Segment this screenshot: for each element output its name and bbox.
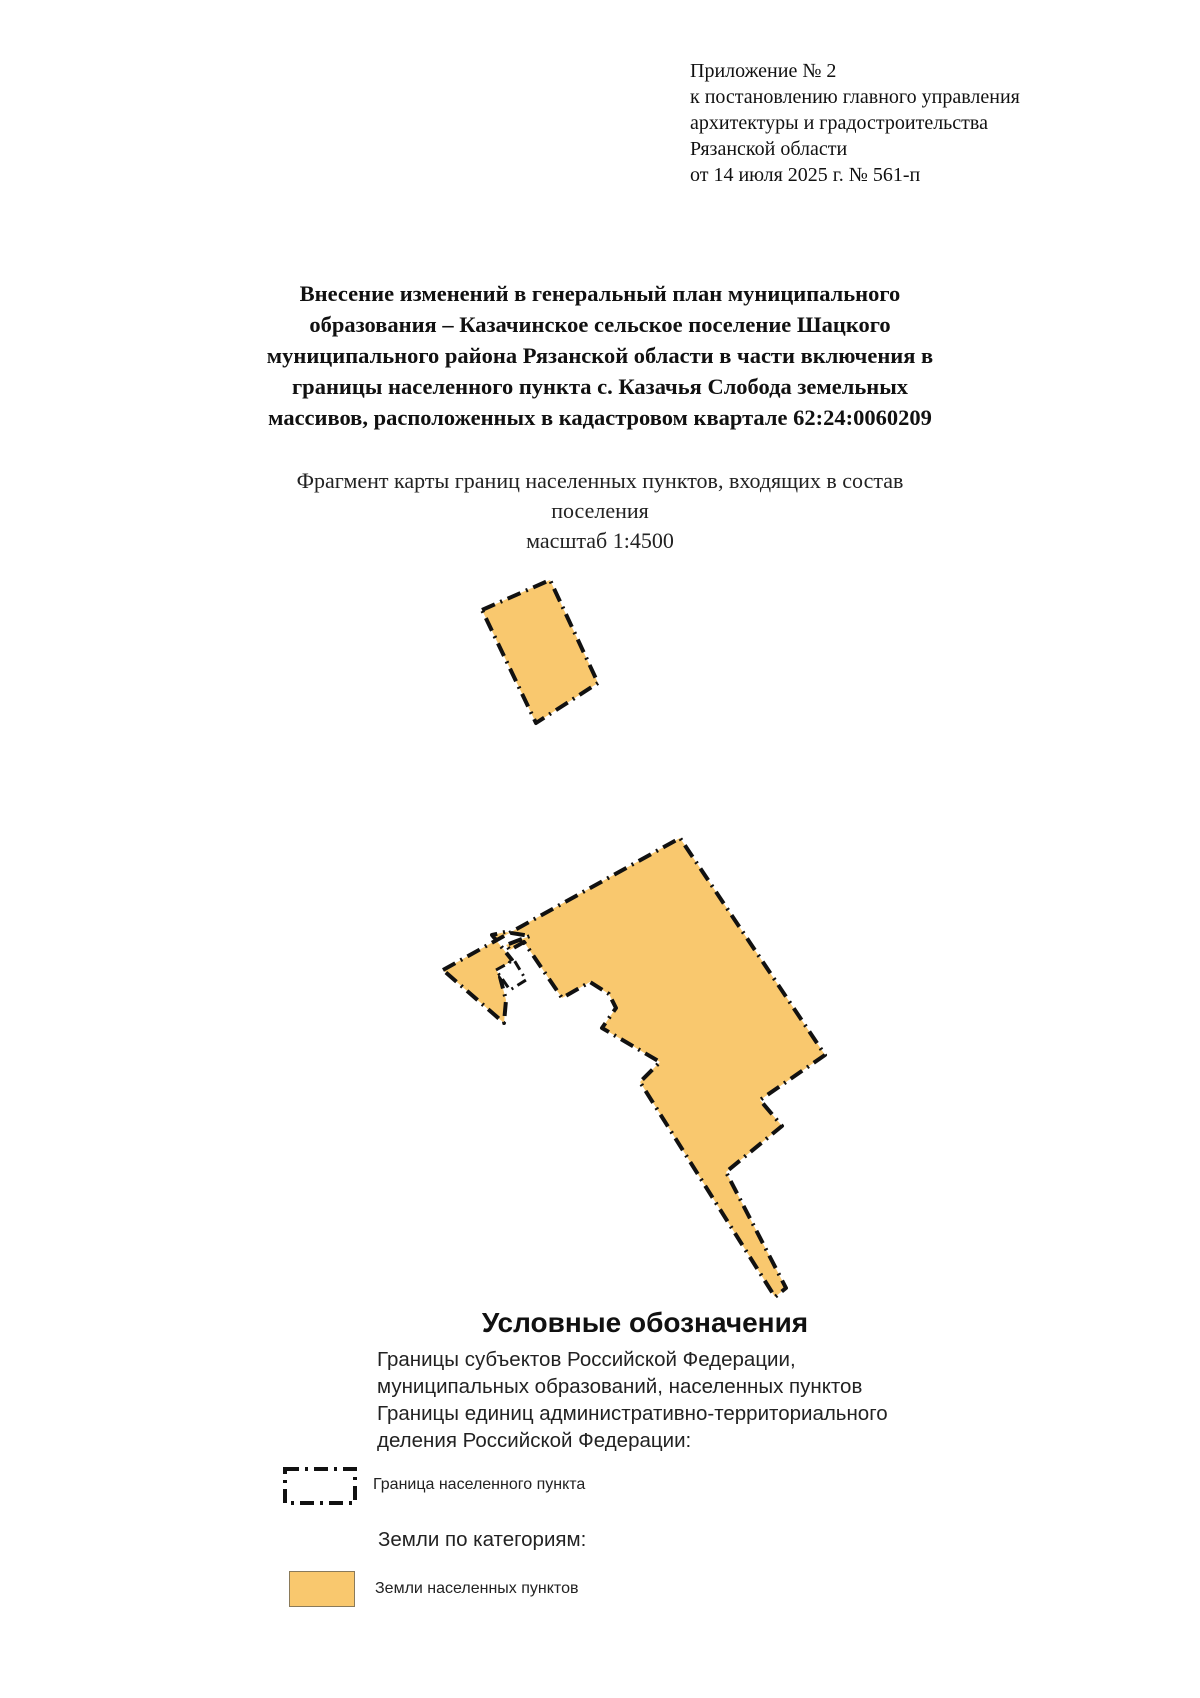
parcel-south [443, 838, 825, 1297]
title-line: Внесение изменений в генеральный план муниципального [299, 281, 901, 306]
appendix-line: Рязанской области [690, 138, 848, 160]
land-categories-heading: Земли по категориям: [378, 1528, 587, 1551]
appendix-line: к постановлению главного управления [690, 86, 1020, 108]
parcel-north [482, 580, 598, 723]
appendix-line: архитектуры и градостроительства [690, 112, 988, 134]
settlement-boundary-symbol [282, 1466, 360, 1508]
subtitle-line: поселения [551, 498, 649, 523]
settlement-boundary-label: Граница населенного пункта [373, 1476, 586, 1493]
legend-boundaries-line: деления Российской Федерации: [377, 1429, 692, 1452]
map-scale: масштаб 1:4500 [526, 528, 674, 553]
appendix-line: Приложение № 2 [690, 60, 837, 82]
title-line: границы населенного пункта с. Казачья Слобода земельных [291, 374, 909, 399]
appendix-line: от 14 июля 2025 г. № 561-п [690, 164, 921, 186]
settlement-lands-label: Земли населенных пунктов [375, 1580, 579, 1597]
title-line: образования – Казачинское сельское поселение Шацкого [309, 312, 891, 337]
legend-boundaries-line: Границы субъектов Российской Федерации, [377, 1348, 796, 1371]
legend-boundaries-line: Границы единиц административно-территориального [377, 1402, 888, 1425]
legend-boundaries-text [377, 1346, 1017, 1454]
legend-title: Условные обозначения [481, 1307, 809, 1338]
legend-boundaries-line: муниципальных образований, населенных пунктов [377, 1375, 863, 1398]
title-line: массивов, расположенных в кадастровом квартале 62:24:0060209 [268, 405, 932, 430]
subtitle-line: Фрагмент карты границ населенных пунктов, входящих в состав [296, 468, 904, 493]
title-line: муниципального района Рязанской области в части включения в [266, 343, 934, 368]
settlement-lands-swatch [289, 1571, 355, 1607]
